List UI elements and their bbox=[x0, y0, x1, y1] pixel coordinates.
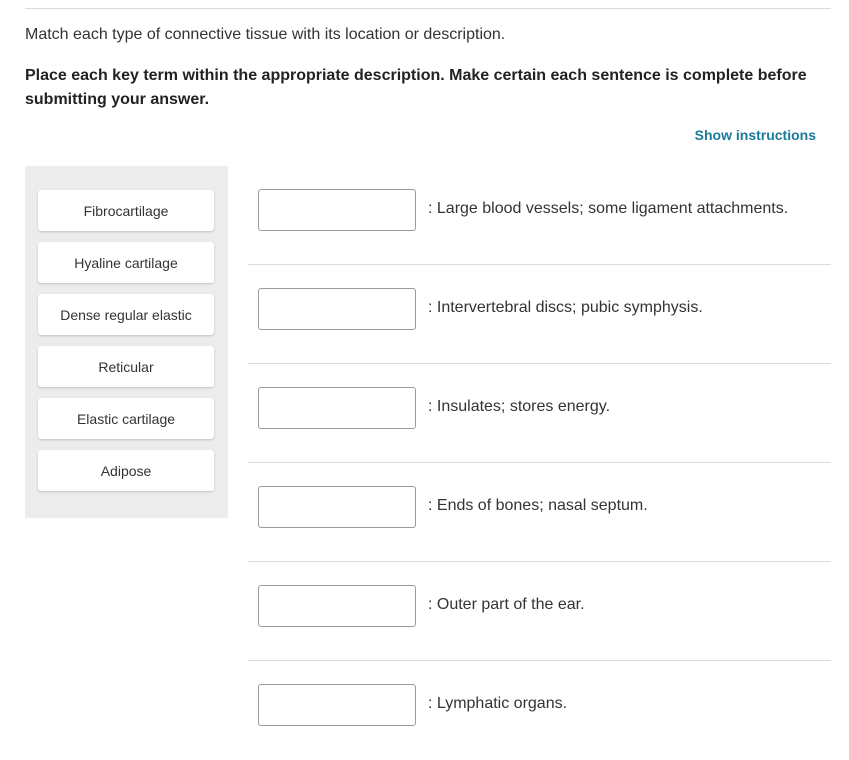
term-elastic-cartilage[interactable]: Elastic cartilage bbox=[38, 398, 214, 439]
description-text: : Outer part of the ear. bbox=[428, 596, 585, 613]
term-adipose[interactable]: Adipose bbox=[38, 450, 214, 491]
match-row bbox=[248, 562, 831, 661]
show-instructions-link[interactable]: Show instructions bbox=[694, 127, 816, 143]
question-text: Match each type of connective tissue with its location or description. bbox=[25, 26, 506, 43]
match-row bbox=[248, 364, 831, 463]
description-text: : Intervertebral discs; pubic symphysis. bbox=[428, 299, 703, 316]
instruction-text: Place each key term within the appropriate description. Make certain each sentence is complete before submitting your answer. bbox=[25, 67, 807, 108]
drop-target[interactable] bbox=[258, 585, 416, 627]
term-dense-regular-elastic[interactable]: Dense regular elastic bbox=[38, 294, 214, 335]
description-text: : Lymphatic organs. bbox=[428, 695, 568, 712]
drop-target[interactable] bbox=[258, 684, 416, 726]
term-fibrocartilage[interactable]: Fibrocartilage bbox=[38, 190, 214, 231]
drop-target[interactable] bbox=[258, 189, 416, 231]
match-row bbox=[248, 265, 831, 364]
drop-target[interactable] bbox=[258, 486, 416, 528]
description-text: : Ends of bones; nasal septum. bbox=[428, 497, 648, 514]
top-divider bbox=[25, 8, 831, 9]
match-row bbox=[248, 166, 831, 265]
match-row bbox=[248, 463, 831, 562]
drop-target[interactable] bbox=[258, 288, 416, 330]
match-row bbox=[248, 661, 831, 760]
description-text: : Insulates; stores energy. bbox=[428, 398, 611, 415]
term-hyaline-cartilage[interactable]: Hyaline cartilage bbox=[38, 242, 214, 283]
term-reticular[interactable]: Reticular bbox=[38, 346, 214, 387]
description-text: : Large blood vessels; some ligament attachments. bbox=[428, 200, 789, 217]
term-bank bbox=[25, 166, 228, 518]
drop-target[interactable] bbox=[258, 387, 416, 429]
